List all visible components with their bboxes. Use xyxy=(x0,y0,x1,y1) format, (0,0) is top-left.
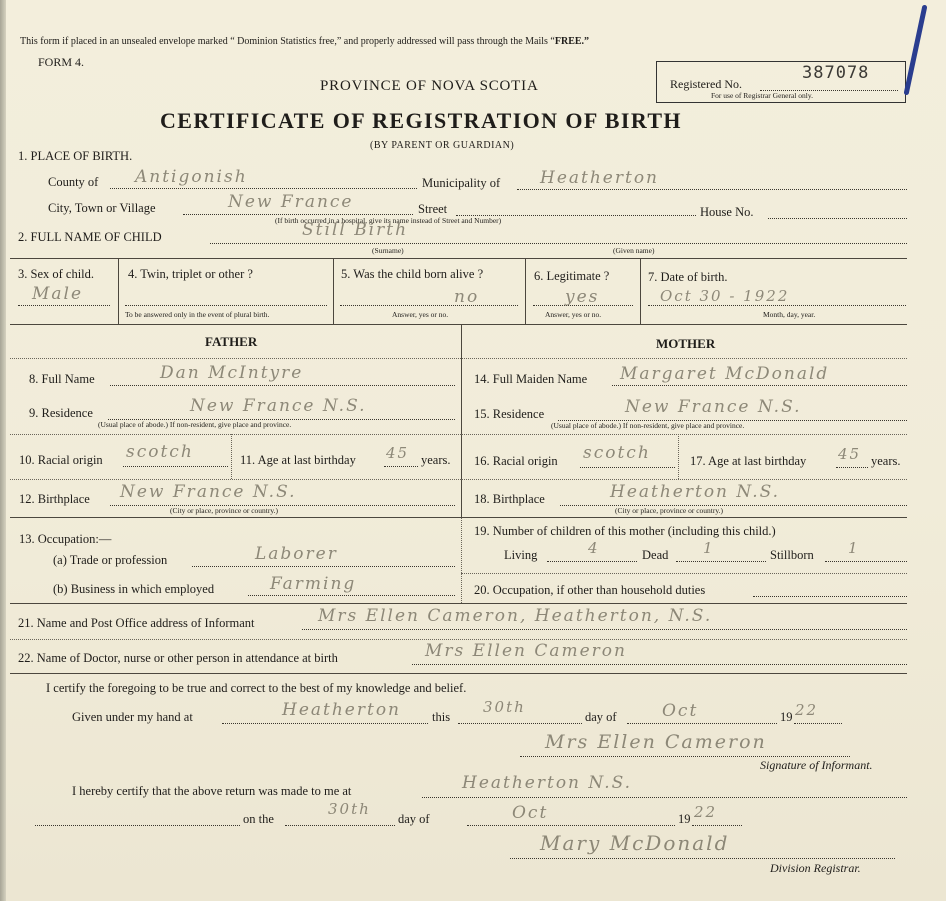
given-year-prefix: 19 xyxy=(780,710,793,724)
form-number: FORM 4. xyxy=(38,55,85,69)
registrar-day-line xyxy=(285,825,395,826)
rule-row3-v1 xyxy=(118,258,119,324)
mother-occupation-label: 20. Occupation, if other than household duties xyxy=(474,583,706,597)
rule-informant-bottom xyxy=(10,639,907,640)
child-name-value: Still Birth xyxy=(302,220,409,240)
mother-name-label: 14. Full Maiden Name xyxy=(474,372,588,386)
alive-line xyxy=(340,305,518,306)
rule-row3-v4 xyxy=(640,258,641,324)
city-label: City, Town or Village xyxy=(48,201,156,215)
registrar-year-prefix: 19 xyxy=(678,812,691,826)
given-day-value: 30th xyxy=(483,698,526,716)
hospital-note: (If birth occurred in a hospital, give its name instead of Street and Number) xyxy=(275,216,502,225)
rule-parents-heading xyxy=(10,358,907,359)
this-label: this xyxy=(432,710,451,724)
father-business-line xyxy=(248,595,455,596)
registrar-lead-line xyxy=(35,825,240,826)
rule-mother-age xyxy=(678,434,679,479)
mother-birthplace-value: Heatherton N.S. xyxy=(610,482,781,502)
mother-name-line xyxy=(612,385,907,386)
twin-label: 4. Twin, triplet or other ? xyxy=(128,267,253,281)
municipality-line xyxy=(517,189,907,190)
given-year-value: 22 xyxy=(795,701,819,719)
informant-signature-line xyxy=(520,756,850,757)
informant-label: 21. Name and Post Office address of Informant xyxy=(18,616,255,630)
registrar-use-note: For use of Registrar General only. xyxy=(711,91,813,100)
city-value: New France xyxy=(228,192,354,212)
legitimate-label: 6. Legitimate ? xyxy=(534,269,610,283)
registrar-day-of-label: day of xyxy=(398,812,430,826)
father-age-value: 45 xyxy=(386,444,410,462)
blue-pen-mark xyxy=(903,4,927,95)
father-heading: FATHER xyxy=(205,334,258,349)
certificate-title: CERTIFICATE OF REGISTRATION OF BIRTH xyxy=(160,108,682,133)
rule-mother-racial xyxy=(461,479,907,480)
living-label: Living xyxy=(504,548,538,562)
sex-label: 3. Sex of child. xyxy=(18,267,95,281)
street-label: Street xyxy=(418,202,448,216)
registrar-year-line xyxy=(692,825,742,826)
mother-residence-value: New France N.S. xyxy=(625,397,802,417)
date-of-birth-value: Oct 30 - 1922 xyxy=(660,287,790,305)
father-racial-line xyxy=(123,466,228,467)
father-years: years. xyxy=(421,453,451,467)
date-of-birth-label: 7. Date of birth. xyxy=(648,270,728,284)
father-birthplace-label: 12. Birthplace xyxy=(19,492,90,506)
rule-mother-residence xyxy=(461,434,907,435)
informant-value: Mrs Ellen Cameron, Heatherton, N.S. xyxy=(318,606,713,626)
mother-residence-label: 15. Residence xyxy=(474,407,545,421)
father-name-label: 8. Full Name xyxy=(29,372,95,386)
registrar-month-value: Oct xyxy=(512,803,549,823)
municipality-value: Heatherton xyxy=(540,168,660,188)
father-trade-line xyxy=(192,566,455,567)
mother-age-label: 17. Age at last birthday xyxy=(690,454,807,468)
living-value: 4 xyxy=(588,539,600,557)
father-abode-note: (Usual place of abode.) If non-resident, give place and province. xyxy=(98,420,292,429)
mother-children-label: 19. Number of children of this mother (including this child.) xyxy=(474,524,776,538)
certify-statement: I certify the foregoing to be true and correct to the best of my knowledge and belief. xyxy=(46,681,467,695)
rule-row3-v3 xyxy=(525,258,526,324)
mother-age-line xyxy=(836,467,868,468)
date-of-birth-line xyxy=(648,305,906,306)
sex-line xyxy=(18,305,110,306)
rule-father-age xyxy=(231,434,232,479)
mailing-notice: This form if placed in an unsealed envelope marked “ Dominion Statistics free,” and properly addressed will pass through the Mails “FREE.” xyxy=(20,36,590,47)
living-line xyxy=(547,561,637,562)
legitimate-note: Answer, yes or no. xyxy=(545,310,602,319)
registered-label: Registered No. xyxy=(670,77,742,91)
given-year-line xyxy=(794,723,842,724)
rule-father-racial xyxy=(10,479,461,480)
registrar-month-line xyxy=(467,825,675,826)
alive-note: Answer, yes or no. xyxy=(392,310,449,319)
registrar-year-value: 22 xyxy=(694,803,718,821)
father-business-label: (b) Business in which employed xyxy=(53,582,215,596)
mother-occupation-line xyxy=(753,596,907,597)
given-day-of-label: day of xyxy=(585,710,617,724)
rule-father-residence xyxy=(10,434,461,435)
father-name-line xyxy=(110,385,455,386)
on-the-label: on the xyxy=(243,812,274,826)
registrar-signature-line xyxy=(510,858,895,859)
rule-informant-top xyxy=(10,603,907,604)
mother-years: years. xyxy=(871,454,901,468)
given-under-label: Given under my hand at xyxy=(72,710,193,724)
mother-birthplace-label: 18. Birthplace xyxy=(474,492,545,506)
doctor-value: Mrs Ellen Cameron xyxy=(425,641,627,661)
twin-note: To be answered only in the event of plural birth. xyxy=(125,310,270,319)
municipality-label: Municipality of xyxy=(422,176,501,190)
stillborn-value: 1 xyxy=(848,539,860,557)
dead-label: Dead xyxy=(642,548,669,562)
given-day-line xyxy=(458,723,582,724)
registrar-signature: Mary McDonald xyxy=(540,831,730,855)
certificate-subtitle: (BY PARENT OR GUARDIAN) xyxy=(370,140,515,151)
father-age-line xyxy=(384,466,418,467)
father-residence-value: New France N.S. xyxy=(190,396,367,416)
rule-father-birthplace xyxy=(10,517,461,518)
mother-racial-line xyxy=(580,467,675,468)
county-value: Antigonish xyxy=(135,167,248,187)
surname-note: (Surname) xyxy=(372,246,404,255)
given-month-line xyxy=(627,723,777,724)
dead-value: 1 xyxy=(703,539,715,557)
doctor-label: 22. Name of Doctor, nurse or other person in attendance at birth xyxy=(18,651,338,665)
rule-mother-children xyxy=(461,573,907,574)
rule-row3-top xyxy=(10,258,907,259)
dead-line xyxy=(676,561,766,562)
given-place-line xyxy=(222,723,428,724)
signature-of-informant-label: Signature of Informant. xyxy=(760,758,873,772)
given-month-value: Oct xyxy=(662,701,699,721)
registrar-day-value: 30th xyxy=(328,800,371,818)
registrar-place-line xyxy=(422,797,907,798)
mother-racial-label: 16. Racial origin xyxy=(474,454,558,468)
twin-line xyxy=(125,305,327,306)
house-line xyxy=(768,218,907,219)
place-of-birth-heading: 1. PLACE OF BIRTH. xyxy=(18,149,133,163)
binder-edge xyxy=(0,0,6,901)
rule-parents-top xyxy=(10,324,907,325)
legitimate-value: yes xyxy=(565,287,600,307)
rule-parents-divider-dotted xyxy=(461,517,462,603)
county-line xyxy=(110,188,417,189)
father-birthplace-line xyxy=(110,505,455,506)
father-racial-value: scotch xyxy=(126,442,194,462)
province-heading: PROVINCE OF NOVA SCOTIA xyxy=(320,78,539,94)
stillborn-label: Stillborn xyxy=(770,548,814,562)
doctor-line xyxy=(412,664,907,665)
city-line xyxy=(183,214,413,215)
registrar-statement: I hereby certify that the above return was made to me at xyxy=(72,784,352,798)
county-label: County of xyxy=(48,175,99,189)
rule-mother-birthplace xyxy=(461,517,907,518)
given-place-value: Heatherton xyxy=(282,700,402,720)
father-trade-value: Laborer xyxy=(255,544,338,564)
mother-age-value: 45 xyxy=(838,445,862,463)
child-name-label: 2. FULL NAME OF CHILD xyxy=(18,230,162,244)
father-birthplace-value: New France N.S. xyxy=(120,482,297,502)
mother-abode-note: (Usual place of abode.) If non-resident, give place and province. xyxy=(551,421,745,430)
father-racial-label: 10. Racial origin xyxy=(19,453,103,467)
sex-value: Male xyxy=(32,284,84,304)
father-business-value: Farming xyxy=(270,574,357,594)
informant-line xyxy=(302,629,907,630)
rule-parents-divider xyxy=(461,324,462,517)
alive-value: no xyxy=(454,287,480,307)
father-birthplace-note: (City or place, province or country.) xyxy=(170,506,279,515)
alive-label: 5. Was the child born alive ? xyxy=(341,267,484,281)
father-trade-label: (a) Trade or profession xyxy=(53,553,168,567)
rule-certify-top xyxy=(10,673,907,674)
father-occupation-label: 13. Occupation:— xyxy=(19,532,112,546)
mother-heading: MOTHER xyxy=(656,336,716,351)
division-registrar-label: Division Registrar. xyxy=(770,861,861,875)
rule-row3-v2 xyxy=(333,258,334,324)
father-residence-label: 9. Residence xyxy=(29,406,93,420)
given-name-note: (Given name) xyxy=(613,246,655,255)
stillborn-line xyxy=(825,561,907,562)
date-of-birth-note: Month, day, year. xyxy=(763,310,816,319)
registered-number: 387078 xyxy=(802,63,870,83)
house-label: House No. xyxy=(700,205,754,219)
father-name-value: Dan McIntyre xyxy=(160,363,304,383)
mother-birthplace-line xyxy=(560,505,907,506)
child-name-line xyxy=(210,243,907,244)
mother-name-value: Margaret McDonald xyxy=(620,364,830,384)
informant-signature: Mrs Ellen Cameron xyxy=(545,731,767,753)
father-age-label: 11. Age at last birthday xyxy=(240,453,356,467)
mother-racial-value: scotch xyxy=(583,443,651,463)
registrar-place-value: Heatherton N.S. xyxy=(462,773,633,793)
mother-birthplace-note: (City or place, province or country.) xyxy=(615,506,724,515)
